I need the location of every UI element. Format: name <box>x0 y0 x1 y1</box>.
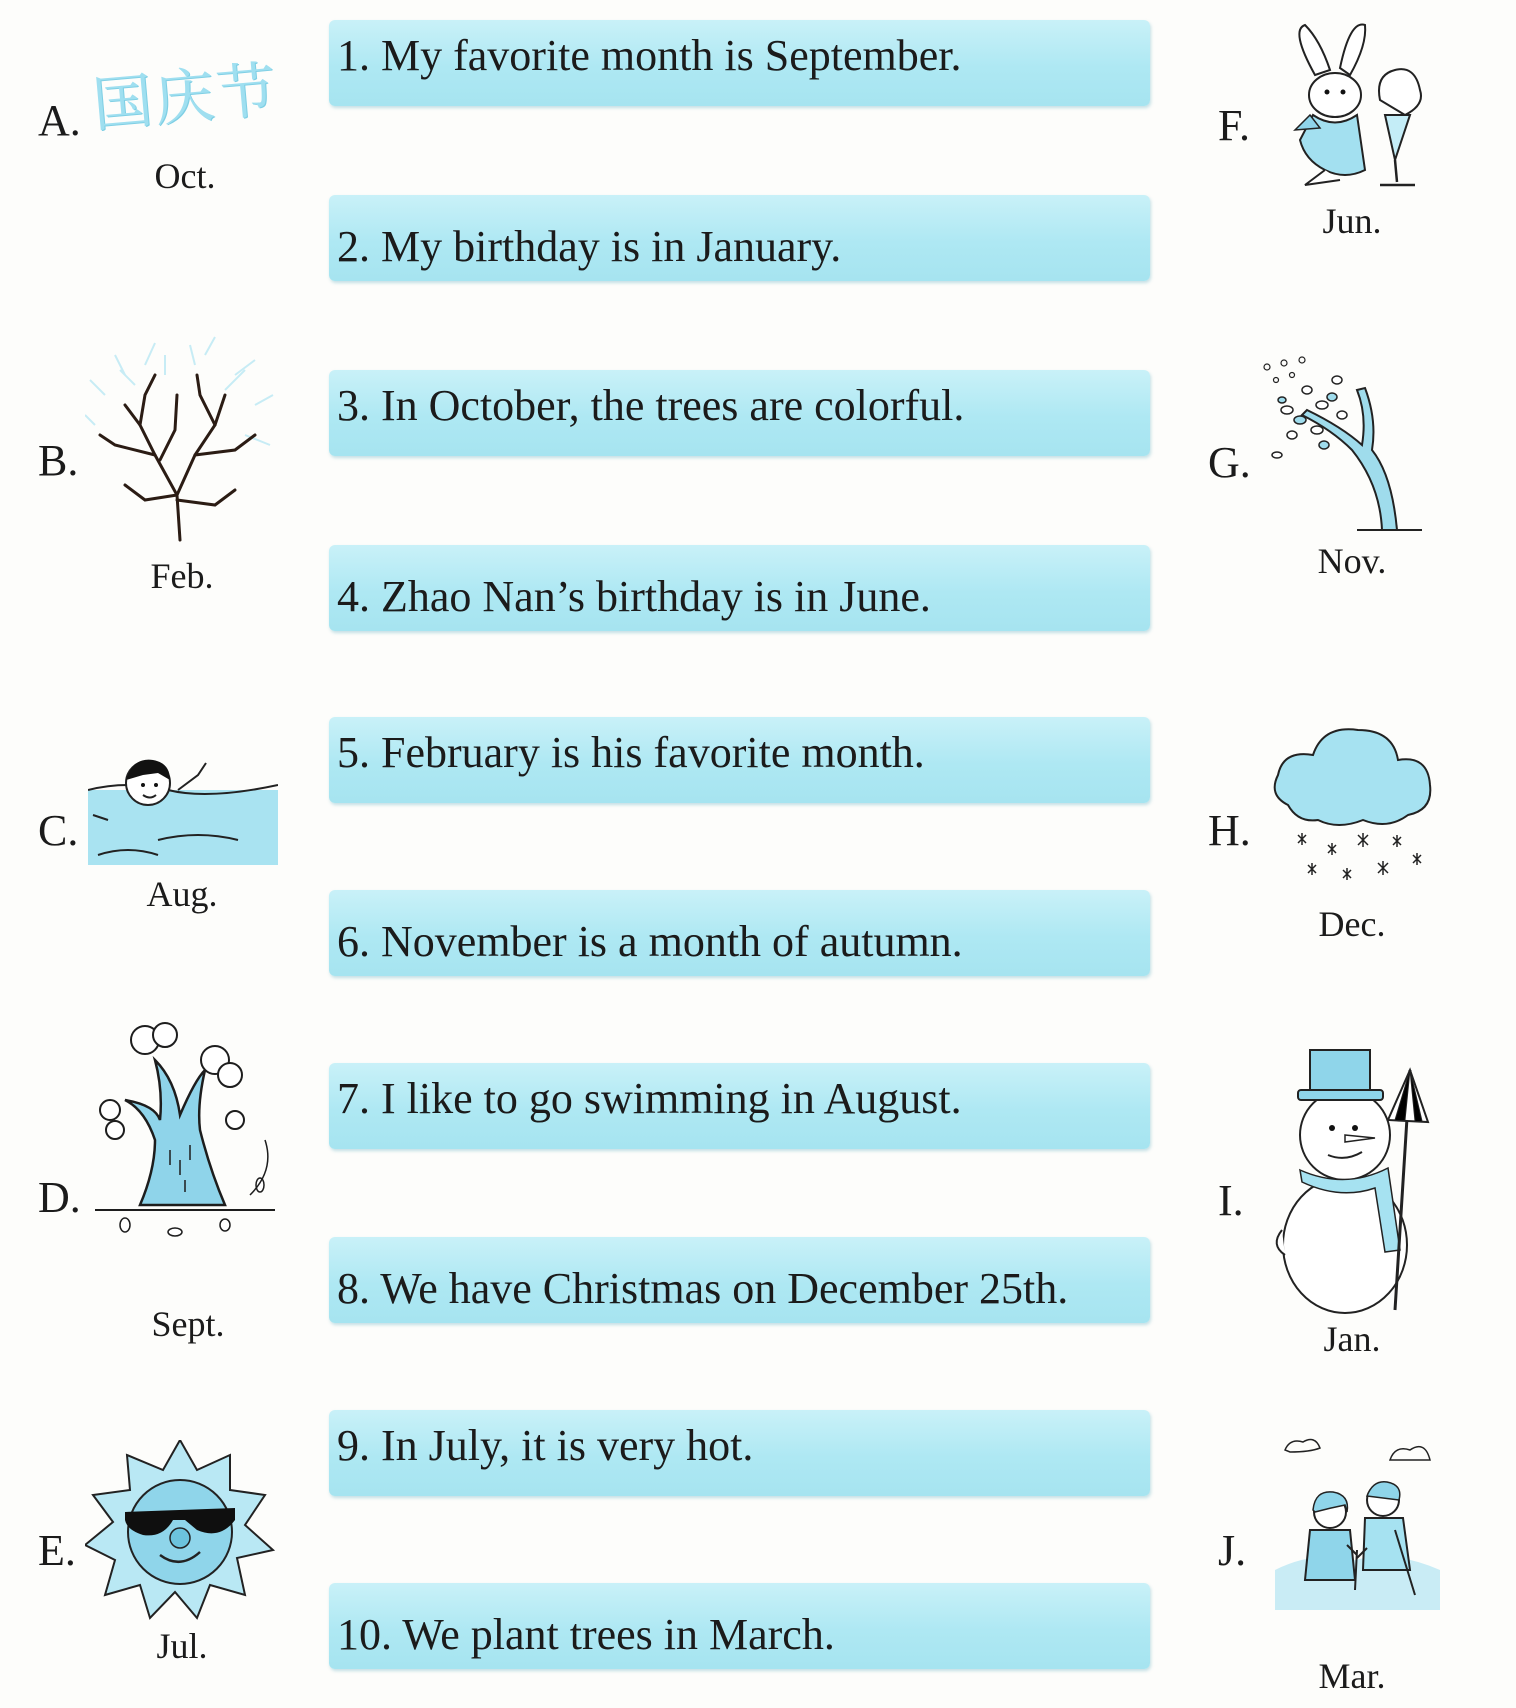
option-letter-c: C. <box>38 806 79 855</box>
swimming-boy-icon <box>88 745 278 865</box>
option-letter-h: H. <box>1208 806 1251 855</box>
month-label-a: Oct. <box>154 156 216 196</box>
month-label-c: Aug. <box>146 874 218 914</box>
bare-winter-tree-icon <box>85 335 275 545</box>
sentence-bar-10 <box>329 1583 1150 1669</box>
option-letter-f: F. <box>1218 101 1250 150</box>
option-letter-d: D. <box>38 1173 81 1222</box>
national-day-icon <box>89 50 282 141</box>
sentence-text-6: 6. November is a month of autumn. <box>337 917 963 966</box>
sentence-bar-3 <box>329 370 1150 456</box>
month-label-d: Sept. <box>151 1304 225 1344</box>
month-label-i: Jan. <box>1323 1319 1381 1359</box>
month-label-g: Nov. <box>1317 541 1387 581</box>
sentence-bar-7 <box>329 1063 1150 1149</box>
option-letter-j: J. <box>1218 1526 1247 1575</box>
sentence-text-4: 4. Zhao Nan’s birthday is in June. <box>337 572 931 621</box>
planting-trees-icon <box>1275 1430 1440 1610</box>
month-label-j: Mar. <box>1318 1656 1386 1696</box>
sentence-text-3: 3. In October, the trees are colorful. <box>337 381 965 430</box>
option-letter-i: I. <box>1218 1176 1244 1225</box>
option-letter-g: G. <box>1208 438 1251 487</box>
sentence-text-5: 5. February is his favorite month. <box>337 728 925 777</box>
snow-cloud-icon <box>1268 715 1438 890</box>
rabbit-ice-cream-icon <box>1285 20 1435 195</box>
sentence-text-9: 9. In July, it is very hot. <box>337 1421 754 1470</box>
sentence-text-1: 1. My favorite month is September. <box>337 31 962 80</box>
month-label-b: Feb. <box>150 556 214 596</box>
snowman-icon <box>1270 1040 1450 1320</box>
option-letter-a: A. <box>38 96 81 145</box>
sentence-bar-5 <box>329 717 1150 803</box>
option-letter-b: B. <box>38 436 79 485</box>
sun-with-sunglasses-icon <box>85 1440 275 1620</box>
sentence-text-10: 10. We plant trees in March. <box>337 1610 835 1659</box>
sentence-text-8: 8. We have Christmas on December 25th. <box>337 1264 1069 1313</box>
month-label-f: Jun. <box>1322 201 1382 241</box>
sentence-bar-1 <box>329 20 1150 106</box>
sentence-bar-6 <box>329 890 1150 976</box>
windy-tree-icon <box>1262 355 1442 535</box>
autumn-tree-icon <box>85 1020 285 1240</box>
sentence-text-2: 2. My birthday is in January. <box>337 222 842 271</box>
sentence-text-7: 7. I like to go swimming in August. <box>337 1074 962 1123</box>
sentence-bar-4 <box>329 545 1150 631</box>
month-label-e: Jul. <box>156 1626 208 1666</box>
month-label-h: Dec. <box>1318 904 1386 944</box>
option-letter-e: E. <box>38 1526 76 1575</box>
sentence-bar-9 <box>329 1410 1150 1496</box>
national-day-glyphs: 国庆节 <box>89 55 282 141</box>
sentence-bar-2 <box>329 195 1150 281</box>
sentence-bar-8 <box>329 1237 1150 1323</box>
